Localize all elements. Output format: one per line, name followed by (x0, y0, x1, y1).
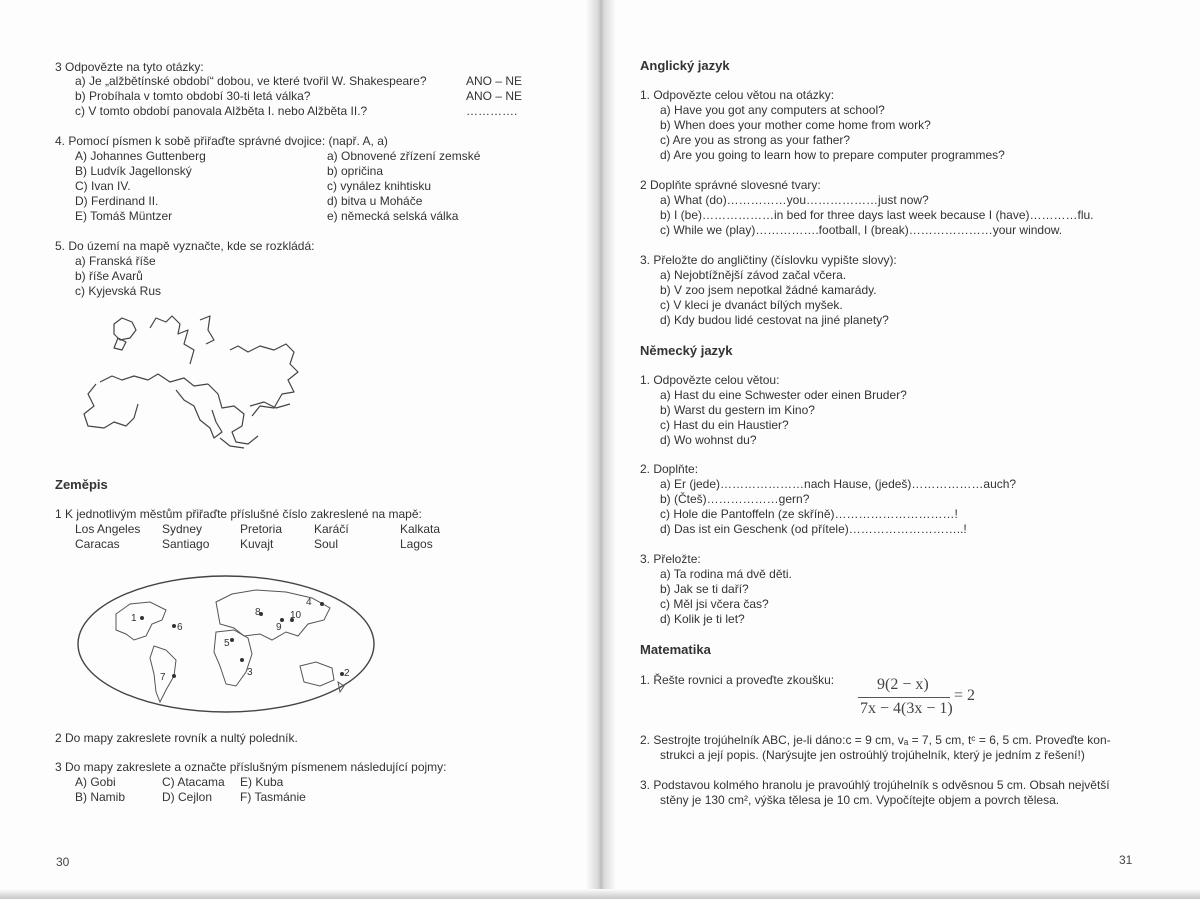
section-heading-nemecky: Německý jazyk (640, 343, 733, 358)
term: D) Cejlon (162, 790, 213, 804)
section-heading-zemepis: Zeměpis (55, 477, 108, 492)
german-q3-item: a) Ta rodina má dvě děti. (660, 567, 792, 581)
german-q3-item: d) Kolik je ti let? (660, 612, 745, 626)
city: Soul (314, 537, 339, 551)
english-q1-item: a) Have you got any computers at school? (660, 103, 885, 117)
q4-person: B) Ludvík Jagellonský (75, 164, 192, 178)
city: Lagos (400, 537, 433, 551)
history-q3-a: a) Je „alžbětínské období“ dobou, ve které tvořil W. Shakespeare? (75, 74, 427, 88)
map-number: 1 (131, 613, 137, 624)
page-bottom-edge (0, 889, 1200, 899)
english-q1-item: d) Are you going to learn how to prepare computer programmes? (660, 148, 1005, 162)
map-number: 4 (306, 597, 312, 608)
term: A) Gobi (75, 775, 116, 789)
term: E) Kuba (240, 775, 284, 789)
english-q3-item: d) Kdy budou lidé cestovat na jiné planety? (660, 313, 889, 327)
history-q3-b-answer: ANO – NE (466, 89, 523, 103)
term: B) Namib (75, 790, 126, 804)
page-number-right: 31 (1119, 853, 1133, 867)
term: C) Atacama (162, 775, 225, 789)
english-q3-intro: 3. Přeložte do angličtiny (číslovku vypište slovy): (640, 253, 897, 267)
map-number: 10 (290, 610, 302, 621)
math-q1: 1. Řešte rovnici a proveďte zkoušku: (640, 673, 835, 687)
q4-person: D) Ferdinand II. (75, 194, 159, 208)
city: Sydney (162, 522, 203, 536)
city: Los Angeles (75, 522, 141, 536)
english-q2-item: c) While we (play)…………….football, I (break)…………………your window. (660, 223, 1063, 237)
city: Kuvajt (240, 537, 274, 551)
german-q3-item: b) Jak se ti daří? (660, 582, 749, 596)
zemepis-q1: 1 K jednotlivým městům přiřaďte příslušné číslo zakreslené na mapě: (55, 507, 422, 521)
history-q3-intro: 3 Odpovězte na tyto otázky: (55, 60, 204, 74)
section-heading-matematika: Matematika (640, 642, 711, 657)
q4-person: C) Ivan IV. (75, 179, 131, 193)
map-number: 2 (344, 668, 350, 679)
section-heading-anglicky: Anglický jazyk (640, 58, 730, 73)
english-q1-item: b) When does your mother come home from work? (660, 118, 931, 132)
europe-map-outline (70, 310, 310, 460)
q4-event: a) Obnovené zřízení zemské (327, 149, 481, 163)
equation-fraction-bar (858, 697, 950, 698)
math-q2-line1: 2. Sestrojte trojúhelník ABC, je-li dáno:c = 9 cm, vₐ = 7, 5 cm, tᶜ = 6, 5 cm. Proveďte kon- (640, 733, 1111, 747)
german-q3-item: c) Měl jsi včera čas? (660, 597, 769, 611)
german-q2-intro: 2. Doplňte: (640, 462, 699, 476)
german-q1-item: d) Wo wohnst du? (660, 433, 757, 447)
map-number: 5 (224, 638, 230, 649)
q5-item: b) říše Avarů (75, 269, 143, 283)
german-q3-intro: 3. Přeložte: (640, 552, 701, 566)
city: Kalkata (400, 522, 441, 536)
english-q2-item: b) I (be)………………in bed for three days last week because I (have)…………flu. (660, 208, 1094, 222)
zemepis-q3: 3 Do mapy zakreslete a označte příslušným písmenem následující pojmy: (55, 760, 447, 774)
map-number: 3 (247, 667, 253, 678)
german-q1-item: a) Hast du eine Schwester oder einen Bruder? (660, 388, 907, 402)
city: Pretoria (240, 522, 283, 536)
map-number: 6 (177, 622, 183, 633)
english-q3-item: c) V kleci je dvanáct bílých myšek. (660, 298, 843, 312)
q4-event: c) vynález knihtisku (327, 179, 432, 193)
city: Caracas (75, 537, 120, 551)
history-q4-intro: 4. Pomocí písmen k sobě přiřaďte správné dvojice: (např. A, a) (55, 134, 388, 148)
history-q3-b: b) Probíhala v tomto období 30-ti letá válka? (75, 89, 311, 103)
german-q1-item: b) Warst du gestern im Kino? (660, 403, 815, 417)
map-number: 7 (160, 672, 166, 683)
zemepis-q2: 2 Do mapy zakreslete rovník a nultý poledník. (55, 731, 298, 745)
q4-event: e) německá selská válka (327, 209, 459, 223)
city: Karáčí (314, 522, 349, 536)
math-q3-line1: 3. Podstavou kolmého hranolu je pravoúhlý trojúhelník s odvěsnou 5 cm. Obsah největší (640, 778, 1110, 792)
german-q1-intro: 1. Odpovězte celou větou: (640, 373, 780, 387)
q4-person: A) Johannes Guttenberg (75, 149, 206, 163)
history-q5-intro: 5. Do území na mapě vyznačte, kde se rozkládá: (55, 239, 315, 253)
equation-denominator: 7x − 4(3x − 1) (860, 700, 953, 717)
german-q2-item: b) (Čteš)………………gern? (660, 492, 810, 506)
english-q1-intro: 1. Odpovězte celou větou na otázky: (640, 88, 835, 102)
book-gutter (586, 0, 616, 899)
map-number: 8 (255, 607, 261, 618)
german-q2-item: a) Er (jede)…………………nach Hause, (jedeš)………………auch? (660, 477, 1017, 491)
history-q3-c: c) V tomto období panovala Alžběta I. nebo Alžběta II.? (75, 104, 368, 118)
german-q1-item: c) Hast du ein Haustier? (660, 418, 789, 432)
q4-person: E) Tomáš Müntzer (75, 209, 173, 223)
english-q2-item: a) What (do)……………you………………just now? (660, 193, 929, 207)
math-q2-line2: strukci a její popis. (Narýsujte jen ostroúhlý trojúhelník, který je jedním z řešení!) (660, 748, 1085, 762)
english-q1-item: c) Are you as strong as your father? (660, 133, 851, 147)
english-q3-item: b) V zoo jsem nepotkal žádné kamarády. (660, 283, 877, 297)
math-q3-line2: stěny je 130 cm², výška tělesa je 10 cm. Vypočítejte objem a povrch tělesa. (660, 793, 1060, 807)
q4-event: b) opričina (327, 164, 384, 178)
english-q3-item: a) Nejobtížnější závod začal včera. (660, 268, 847, 282)
q5-item: a) Franská říše (75, 254, 156, 268)
city: Santiago (162, 537, 210, 551)
equation-rhs: = 2 (954, 687, 976, 704)
term: F) Tasmánie (240, 790, 306, 804)
german-q2-item: d) Das ist ein Geschenk (od přítele)………………………..! (660, 522, 967, 536)
q5-item: c) Kyjevská Rus (75, 284, 162, 298)
q4-event: d) bitva u Moháče (327, 194, 423, 208)
history-q3-a-answer: ANO – NE (466, 74, 523, 88)
english-q2-intro: 2 Doplňte správné slovesné tvary: (640, 178, 821, 192)
german-q2-item: c) Hole die Pantoffeln (ze skříně)…………………………! (660, 507, 958, 521)
history-q3-c-answer: …………. (466, 104, 518, 118)
page-number-left: 30 (56, 855, 70, 869)
equation-numerator: 9(2 − x) (877, 676, 929, 693)
map-number: 9 (276, 622, 282, 633)
